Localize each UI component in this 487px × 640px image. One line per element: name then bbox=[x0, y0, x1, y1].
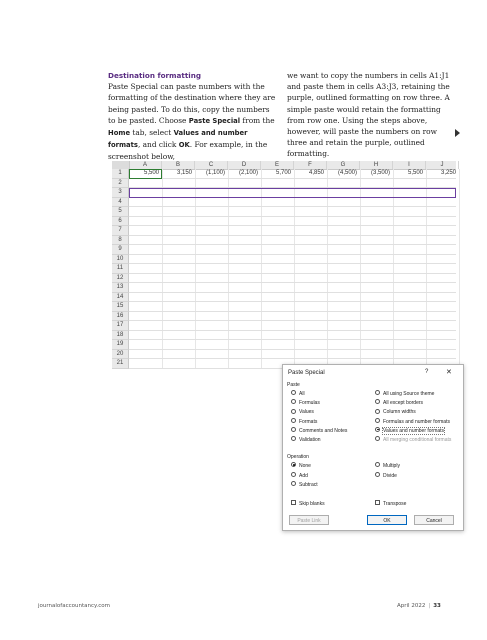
row-header[interactable]: 4 bbox=[112, 198, 129, 208]
operation-option-radio[interactable] bbox=[291, 472, 308, 480]
row-header[interactable]: 6 bbox=[112, 217, 129, 227]
cell-value[interactable]: 3,250 bbox=[440, 170, 456, 176]
operation-option-radio[interactable] bbox=[375, 462, 400, 470]
paste-option-radio[interactable] bbox=[375, 418, 450, 426]
paste-option-radio[interactable] bbox=[375, 390, 434, 398]
text-run: , and click bbox=[137, 140, 179, 150]
cell-value[interactable]: 5,500 bbox=[407, 170, 423, 176]
footer-site: journalofaccountancy.com bbox=[38, 603, 110, 609]
sheet-row bbox=[129, 283, 456, 293]
checkbox-icon bbox=[375, 500, 380, 505]
paste-option-radio[interactable] bbox=[291, 436, 321, 444]
right-paragraph: we want to copy the numbers in cells A1:J1 and paste them in cells A3:J3, retaining the purple, outlined formatting on row three. A simple paste would retain the formatting from row one. Using the steps above, however, will paste the numbers on row three and retain the purple, outlined formatting. bbox=[287, 71, 450, 159]
radio-icon bbox=[375, 399, 380, 404]
radio-icon bbox=[375, 436, 380, 441]
triangle-right-icon bbox=[455, 129, 460, 137]
sheet-row bbox=[129, 321, 456, 331]
paste-option-radio[interactable] bbox=[291, 399, 320, 407]
select-all-corner bbox=[112, 161, 130, 169]
column-header[interactable]: F bbox=[294, 161, 327, 169]
grid-column-line bbox=[459, 169, 460, 368]
row-header[interactable]: 5 bbox=[112, 207, 129, 217]
bold-run: Paste Special bbox=[188, 116, 241, 125]
transpose-checkbox[interactable] bbox=[375, 500, 406, 508]
article-left-column bbox=[108, 70, 276, 163]
sheet-row bbox=[129, 236, 456, 246]
purple-outline-range bbox=[129, 188, 456, 198]
option-label: None bbox=[299, 463, 311, 469]
checkbox-label: Skip blanks bbox=[299, 501, 325, 507]
radio-icon bbox=[291, 472, 296, 477]
cell-value[interactable]: 5,700 bbox=[275, 170, 291, 176]
sheet-row bbox=[129, 274, 456, 284]
paste-option-radio[interactable] bbox=[375, 408, 416, 416]
text-run: . For example, in the screenshot below, bbox=[108, 140, 268, 162]
sheet-row bbox=[129, 255, 456, 265]
sheet-row bbox=[129, 302, 456, 312]
option-label: Values and number formats bbox=[383, 427, 445, 434]
option-label: All bbox=[299, 391, 305, 397]
sheet-row bbox=[129, 207, 456, 217]
option-label: Validation bbox=[299, 437, 321, 443]
checkbox-label: Transpose bbox=[383, 501, 407, 507]
row-header[interactable]: 15 bbox=[112, 302, 129, 312]
paste-link-button[interactable]: Paste Link bbox=[289, 515, 329, 525]
spreadsheet-screenshot bbox=[112, 161, 456, 524]
ok-button[interactable]: OK bbox=[367, 515, 407, 525]
sheet-row bbox=[129, 350, 456, 360]
option-label: Values bbox=[299, 409, 314, 416]
radio-icon bbox=[291, 481, 296, 486]
option-label: Column widths bbox=[383, 409, 416, 416]
column-header[interactable]: A bbox=[129, 161, 162, 169]
paste-special-dialog bbox=[282, 364, 464, 531]
column-header[interactable]: I bbox=[393, 161, 426, 169]
cell-value[interactable]: 5,500 bbox=[143, 170, 159, 176]
row-header[interactable]: 11 bbox=[112, 264, 129, 274]
paste-option-radio[interactable] bbox=[291, 418, 317, 426]
sheet-row bbox=[129, 312, 456, 322]
column-header[interactable]: G bbox=[327, 161, 360, 169]
option-label: Comments and Notes bbox=[299, 427, 348, 434]
sheet-row bbox=[129, 226, 456, 236]
bold-run: OK bbox=[178, 141, 190, 150]
radio-icon bbox=[291, 418, 296, 423]
radio-icon bbox=[375, 418, 380, 423]
radio-selected-icon bbox=[375, 427, 380, 432]
option-label: Subtract bbox=[299, 482, 318, 488]
paste-option-radio[interactable] bbox=[375, 436, 451, 444]
paste-option-radio[interactable] bbox=[291, 427, 347, 435]
option-label: All merging conditional formats bbox=[383, 437, 452, 443]
bold-run: Values and number formats bbox=[108, 129, 248, 150]
paste-group-label: Paste bbox=[287, 382, 300, 388]
column-header[interactable]: C bbox=[195, 161, 228, 169]
skip-blanks-checkbox[interactable] bbox=[291, 500, 325, 508]
radio-selected-icon bbox=[291, 462, 296, 467]
row-header[interactable]: 7 bbox=[112, 226, 129, 236]
radio-icon bbox=[291, 409, 296, 414]
operation-option-radio[interactable] bbox=[291, 462, 311, 470]
row-header[interactable]: 2 bbox=[112, 179, 129, 189]
sheet-row bbox=[129, 245, 456, 255]
column-header[interactable]: J bbox=[426, 161, 459, 169]
operation-option-radio[interactable] bbox=[375, 472, 397, 480]
row-header[interactable]: 13 bbox=[112, 283, 129, 293]
article-right-column bbox=[287, 70, 455, 160]
cell-value[interactable]: (4,500) bbox=[337, 170, 357, 176]
option-label: Formats bbox=[299, 418, 318, 425]
paste-option-radio[interactable] bbox=[375, 399, 423, 407]
dialog-title: Paste Special bbox=[288, 370, 325, 376]
section-heading: Destination formatting bbox=[108, 71, 201, 80]
option-label: Formulas bbox=[299, 400, 320, 407]
footer-divider: | bbox=[428, 603, 431, 609]
radio-icon bbox=[375, 462, 380, 467]
cell-value[interactable]: (3,500) bbox=[370, 170, 390, 176]
row-header[interactable]: 8 bbox=[112, 236, 129, 246]
row-header[interactable]: 20 bbox=[112, 350, 129, 360]
row-header[interactable]: 17 bbox=[112, 321, 129, 331]
sheet-row bbox=[129, 217, 456, 227]
row-header[interactable]: 14 bbox=[112, 293, 129, 303]
column-header[interactable]: H bbox=[360, 161, 393, 169]
row-header[interactable]: 1 bbox=[112, 169, 129, 179]
left-paragraph bbox=[108, 81, 276, 162]
option-label: Multiply bbox=[383, 463, 400, 469]
row-header[interactable]: 18 bbox=[112, 331, 129, 341]
help-icon[interactable]: ? bbox=[425, 369, 429, 375]
sheet-row bbox=[129, 264, 456, 274]
radio-icon bbox=[291, 436, 296, 441]
sheet-row bbox=[129, 293, 456, 303]
row-header[interactable]: 21 bbox=[112, 359, 129, 369]
close-icon[interactable]: ✕ bbox=[446, 369, 452, 376]
sheet-row bbox=[129, 179, 456, 189]
cell-value[interactable]: 4,850 bbox=[308, 170, 324, 176]
column-header[interactable]: D bbox=[228, 161, 261, 169]
option-label: Formulas and number formats bbox=[383, 418, 450, 425]
radio-icon bbox=[291, 427, 296, 432]
checkbox-icon bbox=[291, 500, 296, 505]
column-header[interactable]: B bbox=[162, 161, 195, 169]
column-header[interactable]: E bbox=[261, 161, 294, 169]
sheet-row bbox=[129, 169, 456, 179]
bold-run: Home bbox=[108, 129, 131, 138]
row-header[interactable]: 10 bbox=[112, 255, 129, 265]
selected-range-outline bbox=[129, 169, 162, 179]
text-run: Paste Special can paste numbers with the formatting of the destination where they are being pasted. To do this, copy the numbers to be pasted. Choose bbox=[108, 82, 276, 125]
row-header[interactable]: 9 bbox=[112, 245, 129, 255]
paste-option-radio[interactable] bbox=[375, 427, 444, 435]
radio-icon bbox=[291, 399, 296, 404]
row-header[interactable]: 3 bbox=[112, 188, 129, 198]
option-label: Add bbox=[299, 472, 308, 479]
operation-option-radio[interactable] bbox=[291, 481, 318, 489]
sheet-row bbox=[129, 340, 456, 350]
paste-option-radio[interactable] bbox=[291, 408, 314, 416]
sheet-row bbox=[129, 198, 456, 208]
cell-value[interactable]: (2,100) bbox=[238, 170, 258, 176]
option-label: All using Source theme bbox=[383, 391, 435, 397]
option-label: Divide bbox=[383, 472, 397, 479]
row-header[interactable]: 12 bbox=[112, 274, 129, 284]
paste-option-radio[interactable] bbox=[291, 390, 305, 398]
cell-value[interactable]: (1,100) bbox=[205, 170, 225, 176]
page-number: 33 bbox=[433, 603, 441, 609]
text-run: from the bbox=[240, 115, 275, 125]
radio-icon bbox=[375, 390, 380, 395]
option-label: All except borders bbox=[383, 400, 424, 407]
row-header[interactable]: 19 bbox=[112, 340, 129, 350]
cancel-button[interactable]: Cancel bbox=[414, 515, 454, 525]
operation-group-label: Operation bbox=[287, 454, 309, 460]
radio-icon bbox=[375, 409, 380, 414]
footer-page-info bbox=[397, 603, 441, 609]
cell-value[interactable]: 3,150 bbox=[176, 170, 192, 176]
sheet-row bbox=[129, 331, 456, 341]
radio-icon bbox=[375, 472, 380, 477]
text-run: tab, select bbox=[130, 128, 174, 138]
row-header[interactable]: 16 bbox=[112, 312, 129, 322]
footer-date: April 2022 bbox=[397, 603, 426, 609]
radio-icon bbox=[291, 390, 296, 395]
